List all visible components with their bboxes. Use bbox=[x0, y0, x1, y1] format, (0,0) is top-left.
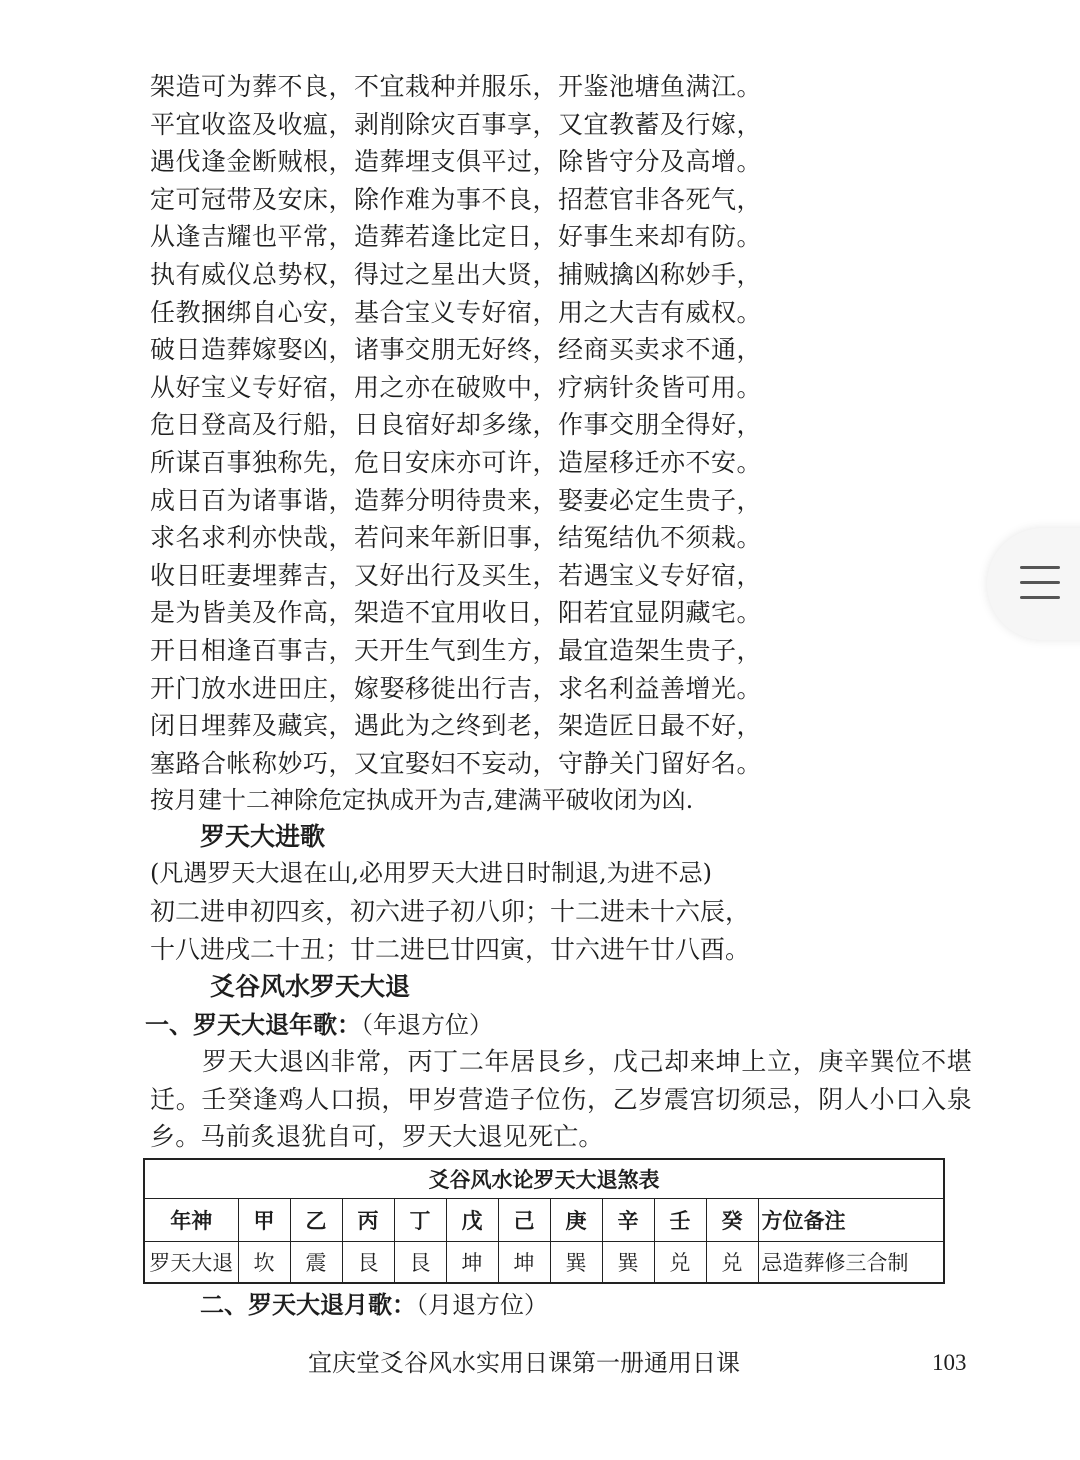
verse-line: 定可冠带及安床，除作难为事不良，招惹官非各死气， bbox=[150, 184, 763, 214]
table-cell: 巽 bbox=[550, 1242, 602, 1284]
table-header-cell: 庚 bbox=[550, 1199, 602, 1242]
verse-block bbox=[150, 68, 870, 820]
table-header-cell: 甲 bbox=[238, 1199, 290, 1242]
verse-line: 收日旺妻埋葬吉，又好出行及买生，若遇宝义专好宿， bbox=[150, 560, 763, 590]
song-line: 初二进申初四亥，初六进子初八卯；十二进未十六辰， bbox=[150, 897, 751, 926]
table-header-row bbox=[144, 1199, 944, 1242]
verse-line: 求名求利亦快哉，若问来年新旧事，结冤结仇不须栽。 bbox=[150, 523, 763, 553]
table-header-cell: 方位备注 bbox=[758, 1199, 944, 1242]
verse-line: 开日相逢百事吉，天开生气到生方，最宜造架生贵子， bbox=[150, 635, 763, 665]
table-cell: 忌造葬修三合制 bbox=[758, 1242, 944, 1284]
year-song-heading-note: （年退方位） bbox=[361, 1011, 493, 1039]
verse-line: 闭日埋葬及藏宾，遇此为之终到老，架造匠日最不好， bbox=[150, 711, 763, 741]
month-song-heading-note: （月退方位） bbox=[416, 1291, 548, 1319]
verse-line: 从逢吉耀也平常，造葬若逢比定日，好事生来却有防。 bbox=[150, 222, 763, 252]
table-cell: 兑 bbox=[706, 1242, 758, 1284]
table-cell: 艮 bbox=[394, 1242, 446, 1284]
table-header-cell: 年神 bbox=[144, 1199, 238, 1242]
table-cell: 艮 bbox=[342, 1242, 394, 1284]
table-header-cell: 癸 bbox=[706, 1199, 758, 1242]
table-caption: 爻谷风水论罗天大退煞表 bbox=[144, 1159, 944, 1199]
table-cell: 坤 bbox=[498, 1242, 550, 1284]
song-lines bbox=[150, 893, 750, 968]
table-header-cell: 壬 bbox=[654, 1199, 706, 1242]
section-title: 爻谷风水罗天大退 bbox=[210, 972, 411, 1001]
table-header-cell: 丙 bbox=[342, 1199, 394, 1242]
verse-line: 执有威仪总势权，得过之星出大贤，捕贼擒凶称妙手， bbox=[150, 259, 763, 289]
song-note: (凡遇罗天大退在山,必用罗天大进日时制退,为进不忌) bbox=[150, 859, 712, 887]
table-cell: 坎 bbox=[238, 1242, 290, 1284]
table-cell: 震 bbox=[290, 1242, 342, 1284]
table-header-cell: 丁 bbox=[394, 1199, 446, 1242]
year-song-heading bbox=[145, 1006, 493, 1044]
table-header-cell: 乙 bbox=[290, 1199, 342, 1242]
song-line: 十八进戌二十丑；廿二进巳廿四寅，廿六进午廿八酉。 bbox=[150, 934, 751, 964]
song-title: 罗天大进歌 bbox=[200, 822, 326, 851]
luotian-retreat-table bbox=[143, 1158, 945, 1284]
verse-line: 成日百为诸事谐，造葬分明待贵来，娶妻必定生贵子， bbox=[150, 485, 763, 515]
page-number: 103 bbox=[932, 1350, 967, 1375]
verse-line: 遇伐逢金断贼根，造葬埋支俱平过，除皆守分及高增。 bbox=[150, 147, 763, 177]
year-song-heading-label: 一、罗天大退年歌： bbox=[145, 1010, 361, 1039]
table-cell: 兑 bbox=[654, 1242, 706, 1284]
table-header-cell: 辛 bbox=[602, 1199, 654, 1242]
year-song-paragraph: 罗天大退凶非常，丙丁二年居艮乡，戊己却来坤上立，庚辛巽位不堪迁。壬癸逢鸡人口损，甲岁营造子位伤，乙岁震宫切须忌，阴人小口入泉乡。马前炙退犹自可，罗天大退见死亡。 bbox=[150, 1047, 972, 1151]
table-cell: 坤 bbox=[446, 1242, 498, 1284]
menu-icon-bar bbox=[1020, 596, 1060, 599]
verse-line: 任教捆绑自心安，基合宝义专好宿，用之大吉有威权。 bbox=[150, 297, 763, 327]
table-row bbox=[144, 1242, 944, 1284]
floating-menu-button[interactable] bbox=[987, 528, 1080, 640]
month-song-heading bbox=[200, 1286, 548, 1324]
table-cell: 巽 bbox=[602, 1242, 654, 1284]
verse-line: 从好宝义专好宿，用之亦在破败中，疗病针灸皆可用。 bbox=[150, 372, 763, 402]
verse-line: 所谋百事独称先，危日安床亦可许，造屋移迁亦不安。 bbox=[150, 447, 763, 477]
verse-line: 塞路合帐称妙巧，又宜娶妇不妄动，守静关门留好名。 bbox=[150, 748, 763, 778]
verse-line: 破日造葬嫁娶凶，诸事交朋无好终，经商买卖求不通， bbox=[150, 335, 763, 365]
rule-line: 按月建十二神除危定执成开为吉,建满平破收闭为凶. bbox=[150, 786, 694, 815]
verse-line: 开门放水进田庄，嫁娶移徙出行吉，求名利益善增光。 bbox=[150, 673, 763, 703]
menu-icon bbox=[1020, 566, 1060, 569]
table-header-cell: 戊 bbox=[446, 1199, 498, 1242]
verse-line: 危日登高及行船，日良宿好却多缘，作事交朋全得好， bbox=[150, 410, 763, 440]
footer-book-title: 宜庆堂爻谷风水实用日课第一册通用日课 bbox=[308, 1349, 740, 1377]
month-song-heading-label: 二、罗天大退月歌： bbox=[200, 1290, 416, 1319]
table-header-cell: 己 bbox=[498, 1199, 550, 1242]
table-cell: 罗天大退 bbox=[144, 1242, 238, 1284]
verse-line: 平宜收盗及收瘟，剥削除灾百事享，又宜教蓄及行嫁， bbox=[150, 109, 763, 139]
verse-line: 是为皆美及作高，架造不宜用收日，阳若宜显阴藏宅。 bbox=[150, 598, 763, 628]
menu-icon-bar bbox=[1020, 581, 1060, 584]
verse-line: 架造可为葬不良，不宜栽种并服乐，开鉴池塘鱼满江。 bbox=[150, 72, 763, 101]
